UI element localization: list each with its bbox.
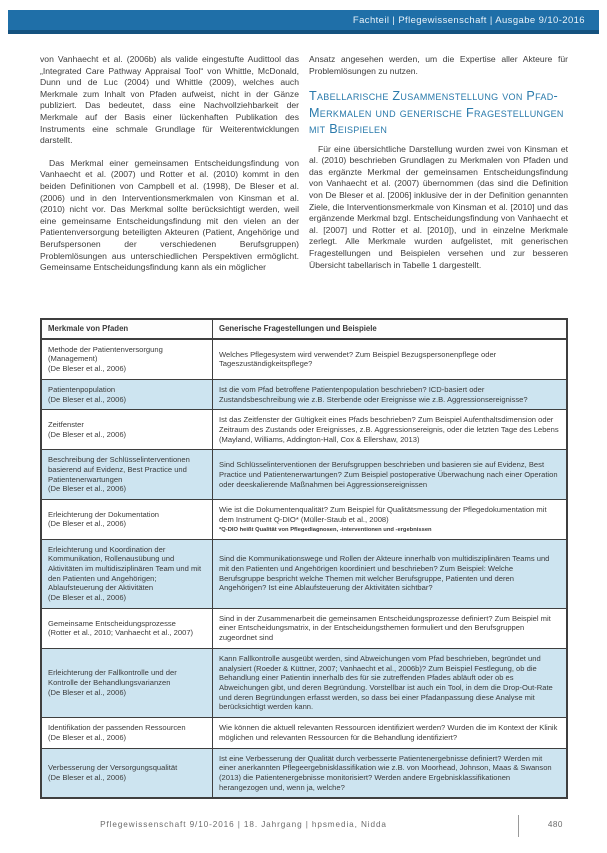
frage-text: Sind in der Zusammenarbeit die gemeinsamen Entscheidungsprozesse definiert? Zum Beispiel mit einer Entscheidungsmatrix, in der Entscheidungsthemen formuliert und den Berufsgruppen zugeordnet sind xyxy=(219,613,551,643)
frage-text: Ist das Zeitfenster der Gültigkeit eines Pfads beschrieben? Zum Beispiel Aufenthaltsdimension oder Zeitraum des Zustands oder Ereignisses, z.B. Aggressionsereignis, oder die letzten Tage des Lebens (Mayland, Williams, Addington-Hall, Cox & Ellershaw, 2013) xyxy=(219,415,559,444)
merkmal-source: (De Bleser et al., 2006) xyxy=(48,519,127,529)
merkmal-source: (Rotter et al., 2010; Vanhaecht et al., 2007) xyxy=(48,628,194,638)
table-footnote: *Q-DIO heißt Qualität von Pflegediagnosen, -interventionen und -ergebnissen xyxy=(219,526,432,533)
merkmal-title: Methode der Patientenversorgung (Management) xyxy=(48,344,163,364)
table-header-row xyxy=(41,319,567,339)
header-bar-text: Fachteil | Pflegewissenschaft | Ausgabe 9/10-2016 xyxy=(352,14,585,26)
column-header-merkmale: Merkmale von Pfaden xyxy=(41,319,213,339)
merkmal-source: (De Bleser et al., 2006) xyxy=(48,429,127,439)
merkmal-title: Erleichterung und Koordination der Kommunikation, Rollenausübung und Aktivitäten im multidisziplinären Team und mit den Patienten und Angehörigen; Ablaufsteuerung der Aktivitäten xyxy=(48,544,202,593)
table-row xyxy=(41,410,567,450)
frage-text: Wie ist die Dokumentenqualität? Zum Beispiel für Qualitätsmessung der Pflegedokumentation mit dem Instrument Q-DIO* (Müller-Staub et al., 2008) xyxy=(219,505,547,524)
header-bar xyxy=(8,10,599,34)
footer-divider xyxy=(518,815,519,837)
merkmal-title: Verbesserung der Versorgungsqualität xyxy=(48,763,178,773)
table-row xyxy=(41,450,567,500)
paragraph: Für eine übersichtliche Darstellung wurden zwei von Kinsman et al. (2010) beschrieben Grundlagen zu Merkmalen von Pfaden und das ergänzte Merkmal der gemeinsamen Entscheidungsfindung von Vanhaecht et al. (2007) übernommen (das sind die Definition von De Bleser et al. [2006] inklusive der in der Definition genannten Ziele, die Interventionsmerkmale von Kinsman et al. [2010] und das ergänzende Merkmal bzgl. Entscheidungsfindung von Vanhaecht et al. [2007] und Rotter et al. [2010]), und in einzelne Merkmale zerlegt. Alle Merkmale wurden aufgelistet, mit generischen Fragestellungen und Beispielen versehen und zur besseren Übersicht tabellarisch in Tabelle 1 dargestellt. xyxy=(309,143,568,270)
frage-text: Ist eine Verbesserung der Qualität durch verbesserte Patientenergebnisse definiert? Werden mit einer anerkannten Pflegeergebnisklassifikation wie z.B. von Moorhead, Johnson, Maas & Swanson (2013) die Patientenergebnisse monitorisiert? Werden andere Ergebnisklassifikationen herangezogen und, wenn ja, welche? xyxy=(219,753,552,792)
merkmal-source: (De Bleser et al., 2006) xyxy=(48,364,127,374)
merkmal-source: (De Bleser et al., 2006) xyxy=(48,593,127,603)
merkmal-title: Erleichterung der Dokumentation xyxy=(48,509,160,519)
merkmal-source: (De Bleser et al., 2006) xyxy=(48,484,127,494)
merkmal-source: (De Bleser et al., 2006) xyxy=(48,687,127,697)
table-row xyxy=(41,648,567,717)
merkmal-source: (De Bleser et al., 2006) xyxy=(48,732,127,742)
left-column xyxy=(40,54,299,316)
table-row xyxy=(41,718,567,748)
frage-text: Sind Schlüsselinterventionen der Berufsgruppen beschrieben und basieren sie auf Evidenz, Best Practice und Patientenerwartungen? Zum Beispiel postoperative Überwachung nach einer Operation oder deeskalierende Maßnahmen bei Aggressionsereignissen xyxy=(219,460,558,489)
page-number: 480 xyxy=(547,820,563,829)
frage-text: Kann Fallkontrolle ausgeübt werden, sind Abweichungen vom Pfad beschrieben, begründet und analysiert (Roeder & Küttner, 2007; Vanhaecht et al., 2006b)? Zum Beispiel Festlegung, ob die Behandlung einer Patientin innerhalb des für sie zutreffenden Pfades abläuft oder ob es Abweichungen gibt, und deren Begründung. Vorstellbar ist auch ein Tool, in dem die Drop-Out-Rate und deren Begründungen erfasst werden, so dass bei einer Pfadanpassung diese Analyse mit berücksichtigt werden kann. xyxy=(219,653,553,712)
column-header-fragestellungen: Generische Fragestellungen und Beispiele xyxy=(213,319,567,339)
table-row xyxy=(41,379,567,409)
merkmal-title: Identifikation der passenden Ressourcen xyxy=(48,723,186,733)
frage-text: Sind die Kommunikationswege und Rollen der Akteure innerhalb von multidisziplinären Teams und mit den Patienten und Angehörigen koordiniert und beschrieben? Zum Beispiel: Welche Berufsgruppe bespricht welche Themen mit welcher Berufsgruppe, Patienten und deren Angehörigen? Ist eine Ablaufsteuerung der Aktivitäten sichtbar? xyxy=(219,554,550,593)
table-row xyxy=(41,339,567,380)
merkmal-title: Zeitfenster xyxy=(48,420,84,430)
frage-text: Welches Pflegesystem wird verwendet? Zum Beispiel Bezugspersonenpflege oder Tageszuständigkeitspflege? xyxy=(219,349,497,369)
paragraph: Das Merkmal einer gemeinsamen Entscheidungsfindung von Vanhaecht et al. (2007) und Rotter et al. (2010) kommt in den beiden Definitionen von Campbell et al. (1998), De Bleser et al. (2006) und in den Interventionsmerkmalen von Kinsman et al. (2010) nicht vor. Das Merkmal sollte berücksichtigt werden, weil eine gemeinsame Entscheidungsfindung mit den vielen an der Patientenversorgung beteiligten Akteuren (Patient, Angehörige und Berufspersonen der verschiedenen Berufsgruppen) Problemlösungen aus unterschiedlichen Perspektiven ermöglicht. Gemeinsame Entscheidungsfindung kann als ein möglicher xyxy=(40,157,299,273)
right-column xyxy=(309,54,568,316)
frage-text: Wie können die aktuell relevanten Ressourcen identifiziert werden? Wurden die im Kontext der Klinik möglichen und relevanten Ressourcen für die Behandlung identifiziert? xyxy=(219,723,558,742)
merkmal-title: Beschreibung der Schlüsselinterventionen basierend auf Evidenz, Best Practice und Patientenerwartungen xyxy=(48,455,190,484)
table-row xyxy=(41,500,567,539)
frage-text: Ist die vom Pfad betroffene Patientenpopulation beschrieben? ICD-basiert oder Zustandsbeschreibung wie z.B. Sterbende oder Ereignisse wie z.B. Aggressionsereignisse? xyxy=(219,384,528,404)
merkmal-title: Erleichterung der Fallkontrolle und der Kontrolle der Behandlungsvarianzen xyxy=(48,668,177,688)
merkmal-source: (De Bleser et al., 2006) xyxy=(48,394,127,404)
table-row xyxy=(41,539,567,608)
paragraph: Ansatz angesehen werden, um die Expertise aller Akteure für Problemlösungen zu nutzen. xyxy=(309,54,568,76)
page-footer xyxy=(0,815,607,837)
merkmal-title: Gemeinsame Entscheidungsprozesse xyxy=(48,618,176,628)
footer-journal-info: Pflegewissenschaft 9/10-2016 | 18. Jahrgang | hpsmedia, Nidda xyxy=(100,820,387,829)
merkmal-title: Patientenpopulation xyxy=(48,384,116,394)
table-row xyxy=(41,748,567,798)
merkmale-table xyxy=(40,318,568,799)
article-body xyxy=(40,54,568,316)
merkmal-source: (De Bleser et al., 2006) xyxy=(48,772,127,782)
table-row xyxy=(41,608,567,648)
paragraph: von Vanhaecht et al. (2006b) als valide eingestufte Audittool das „Integrated Care Pathway Appraisal Tool“ von Whittle, McDonald, Dunn und de Luc (2004) und Whittle (2009), welches auch Merkmale zum Inhalt von Pfaden aufweist, nicht in der Gänze publiziert. Das bedeutet, dass eine Nachvollziehbarkeit der Merkmale auf der Basis einer lückenhaften Publikation des Instruments eine schmale Grundlage für Weiterentwicklungen darstellt. xyxy=(40,54,299,146)
section-heading: Tabellarische Zusammenstellung von Pfad-Merkmalen und generische Fragestellungen mit Beispielen xyxy=(309,89,564,137)
